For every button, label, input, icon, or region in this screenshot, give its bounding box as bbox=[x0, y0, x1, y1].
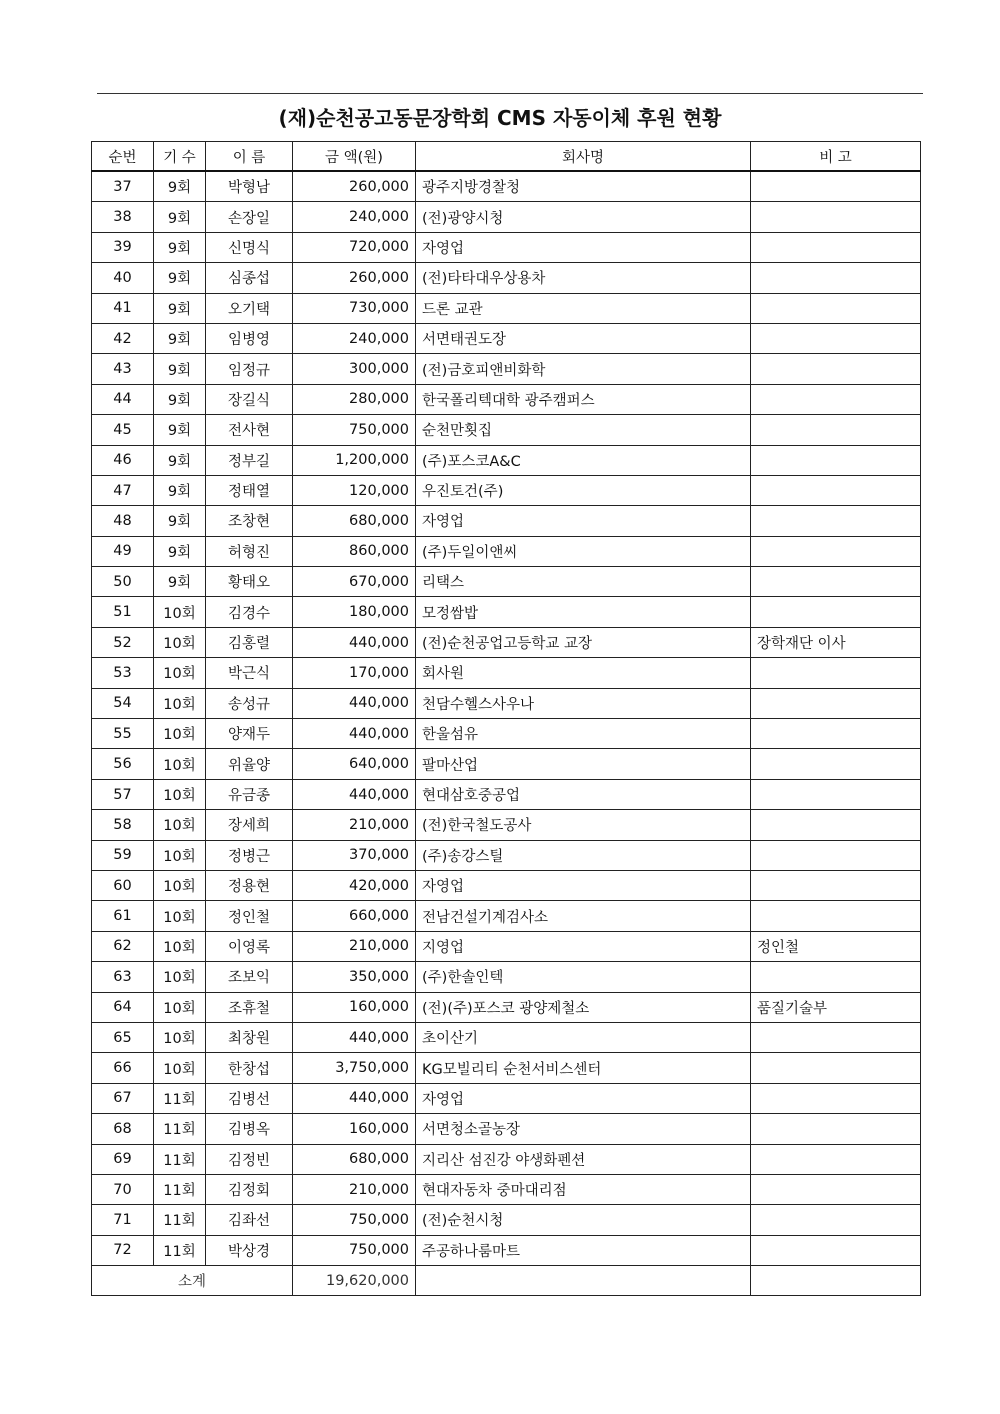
cell-amount: 660,000 bbox=[293, 901, 416, 931]
cell-note bbox=[751, 171, 921, 202]
cell-note bbox=[751, 901, 921, 931]
cell-amount: 440,000 bbox=[293, 779, 416, 809]
cell-company: 현대자동차 중마대리점 bbox=[416, 1174, 751, 1204]
cell-note bbox=[751, 536, 921, 566]
cell-note bbox=[751, 597, 921, 627]
cell-name: 박형남 bbox=[206, 171, 293, 202]
cell-name: 조보익 bbox=[206, 962, 293, 992]
cell-company: 회사원 bbox=[416, 658, 751, 688]
cell-company: KG모빌리티 순천서비스센터 bbox=[416, 1053, 751, 1083]
table-row bbox=[92, 506, 921, 536]
cell-note bbox=[751, 1144, 921, 1174]
cell-no: 42 bbox=[92, 323, 154, 353]
subtotal-company-empty bbox=[416, 1266, 751, 1296]
cell-company: 주공하나룸마트 bbox=[416, 1235, 751, 1265]
table-row bbox=[92, 1114, 921, 1144]
cell-no: 55 bbox=[92, 719, 154, 749]
cell-no: 53 bbox=[92, 658, 154, 688]
subtotal-note-empty bbox=[751, 1266, 921, 1296]
table-row bbox=[92, 415, 921, 445]
cell-amount: 280,000 bbox=[293, 384, 416, 414]
cell-name: 정용현 bbox=[206, 870, 293, 900]
cell-note bbox=[751, 1174, 921, 1204]
cell-name: 정인철 bbox=[206, 901, 293, 931]
cell-amount: 440,000 bbox=[293, 1083, 416, 1113]
cell-generation: 9회 bbox=[154, 232, 206, 262]
cell-name: 양재두 bbox=[206, 719, 293, 749]
cell-no: 62 bbox=[92, 931, 154, 961]
cell-generation: 9회 bbox=[154, 354, 206, 384]
cell-amount: 370,000 bbox=[293, 840, 416, 870]
cell-note bbox=[751, 293, 921, 323]
cell-amount: 240,000 bbox=[293, 202, 416, 232]
table-row bbox=[92, 992, 921, 1022]
cell-amount: 750,000 bbox=[293, 1235, 416, 1265]
cell-generation: 11회 bbox=[154, 1083, 206, 1113]
cell-amount: 750,000 bbox=[293, 415, 416, 445]
cell-generation: 9회 bbox=[154, 475, 206, 505]
cell-company: 광주지방경찰청 bbox=[416, 171, 751, 202]
cell-company: 우진토건(주) bbox=[416, 475, 751, 505]
cell-no: 39 bbox=[92, 232, 154, 262]
table-row bbox=[92, 1022, 921, 1052]
cell-note bbox=[751, 840, 921, 870]
table-row bbox=[92, 840, 921, 870]
table-row bbox=[92, 1144, 921, 1174]
cell-company: (전)순천공업고등학교 교장 bbox=[416, 627, 751, 657]
cell-no: 71 bbox=[92, 1205, 154, 1235]
cell-company: 자영업 bbox=[416, 506, 751, 536]
cell-generation: 10회 bbox=[154, 627, 206, 657]
cell-no: 64 bbox=[92, 992, 154, 1022]
cell-no: 57 bbox=[92, 779, 154, 809]
cell-company: 서면태권도장 bbox=[416, 323, 751, 353]
cell-name: 정태열 bbox=[206, 475, 293, 505]
cell-amount: 640,000 bbox=[293, 749, 416, 779]
cell-generation: 10회 bbox=[154, 658, 206, 688]
cell-generation: 9회 bbox=[154, 202, 206, 232]
cell-name: 정병근 bbox=[206, 840, 293, 870]
cell-generation: 10회 bbox=[154, 870, 206, 900]
cell-generation: 9회 bbox=[154, 445, 206, 475]
cell-name: 위율양 bbox=[206, 749, 293, 779]
cell-amount: 3,750,000 bbox=[293, 1053, 416, 1083]
cell-generation: 9회 bbox=[154, 323, 206, 353]
cell-amount: 720,000 bbox=[293, 232, 416, 262]
cell-no: 50 bbox=[92, 567, 154, 597]
cell-note bbox=[751, 354, 921, 384]
cell-note bbox=[751, 749, 921, 779]
cell-company: (전)순천시청 bbox=[416, 1205, 751, 1235]
cell-amount: 440,000 bbox=[293, 627, 416, 657]
cell-company: 리택스 bbox=[416, 567, 751, 597]
cell-company: 지영업 bbox=[416, 931, 751, 961]
table-row bbox=[92, 232, 921, 262]
table-row bbox=[92, 719, 921, 749]
table-row bbox=[92, 1053, 921, 1083]
cell-amount: 440,000 bbox=[293, 1022, 416, 1052]
cell-amount: 170,000 bbox=[293, 658, 416, 688]
cell-name: 임정규 bbox=[206, 354, 293, 384]
cell-generation: 10회 bbox=[154, 901, 206, 931]
cell-amount: 440,000 bbox=[293, 688, 416, 718]
cell-amount: 680,000 bbox=[293, 506, 416, 536]
cell-name: 김병선 bbox=[206, 1083, 293, 1113]
cell-name: 허형진 bbox=[206, 536, 293, 566]
header-no: 순번 bbox=[92, 142, 154, 172]
table-body bbox=[92, 171, 921, 1266]
cell-generation: 10회 bbox=[154, 779, 206, 809]
cell-note bbox=[751, 1114, 921, 1144]
cell-generation: 11회 bbox=[154, 1235, 206, 1265]
table-row bbox=[92, 293, 921, 323]
cell-note bbox=[751, 1022, 921, 1052]
cell-note bbox=[751, 506, 921, 536]
cell-note bbox=[751, 962, 921, 992]
cell-amount: 670,000 bbox=[293, 567, 416, 597]
cell-generation: 9회 bbox=[154, 171, 206, 202]
cell-amount: 350,000 bbox=[293, 962, 416, 992]
cell-note bbox=[751, 810, 921, 840]
cell-generation: 10회 bbox=[154, 840, 206, 870]
table-row bbox=[92, 1235, 921, 1265]
cell-name: 김좌선 bbox=[206, 1205, 293, 1235]
table-row bbox=[92, 1174, 921, 1204]
cell-generation: 10회 bbox=[154, 992, 206, 1022]
table-row bbox=[92, 688, 921, 718]
table-row bbox=[92, 536, 921, 566]
cell-name: 손장일 bbox=[206, 202, 293, 232]
cell-no: 61 bbox=[92, 901, 154, 931]
cell-amount: 860,000 bbox=[293, 536, 416, 566]
cell-company: 서면청소골농장 bbox=[416, 1114, 751, 1144]
table-row bbox=[92, 749, 921, 779]
cell-amount: 420,000 bbox=[293, 870, 416, 900]
header-company: 회사명 bbox=[416, 142, 751, 172]
cell-no: 66 bbox=[92, 1053, 154, 1083]
table-row bbox=[92, 627, 921, 657]
table-row bbox=[92, 658, 921, 688]
cell-no: 72 bbox=[92, 1235, 154, 1265]
table-row bbox=[92, 597, 921, 627]
header-note: 비 고 bbox=[751, 142, 921, 172]
cell-company: (전)한국철도공사 bbox=[416, 810, 751, 840]
cell-no: 41 bbox=[92, 293, 154, 323]
cell-no: 67 bbox=[92, 1083, 154, 1113]
cell-generation: 9회 bbox=[154, 415, 206, 445]
table-row bbox=[92, 263, 921, 293]
cell-amount: 260,000 bbox=[293, 171, 416, 202]
table-row bbox=[92, 810, 921, 840]
cell-amount: 260,000 bbox=[293, 263, 416, 293]
cell-name: 오기택 bbox=[206, 293, 293, 323]
cell-no: 63 bbox=[92, 962, 154, 992]
cell-note: 정인철 bbox=[751, 931, 921, 961]
cell-company: 자영업 bbox=[416, 232, 751, 262]
cell-note bbox=[751, 779, 921, 809]
cell-amount: 1,200,000 bbox=[293, 445, 416, 475]
cell-generation: 10회 bbox=[154, 719, 206, 749]
table-row bbox=[92, 567, 921, 597]
cell-generation: 10회 bbox=[154, 810, 206, 840]
cell-company: 전남건설기계검사소 bbox=[416, 901, 751, 931]
table-row bbox=[92, 323, 921, 353]
cell-generation: 10회 bbox=[154, 749, 206, 779]
cell-name: 김홍렬 bbox=[206, 627, 293, 657]
cell-name: 박근식 bbox=[206, 658, 293, 688]
cell-generation: 11회 bbox=[154, 1144, 206, 1174]
cell-name: 김정빈 bbox=[206, 1144, 293, 1174]
cell-company: 순천만횟집 bbox=[416, 415, 751, 445]
table-row bbox=[92, 202, 921, 232]
cell-no: 47 bbox=[92, 475, 154, 505]
cell-no: 45 bbox=[92, 415, 154, 445]
cell-note bbox=[751, 202, 921, 232]
header-amount: 금 액(원) bbox=[293, 142, 416, 172]
cell-name: 송성규 bbox=[206, 688, 293, 718]
cell-company: 한울섬유 bbox=[416, 719, 751, 749]
cell-name: 황태오 bbox=[206, 567, 293, 597]
cell-company: 현대삼호중공업 bbox=[416, 779, 751, 809]
sponsor-table bbox=[91, 141, 921, 1296]
top-rule bbox=[97, 93, 923, 94]
cell-generation: 11회 bbox=[154, 1174, 206, 1204]
cell-company: (전)금호피앤비화학 bbox=[416, 354, 751, 384]
cell-amount: 730,000 bbox=[293, 293, 416, 323]
cell-company: 지리산 섬진강 야생화펜션 bbox=[416, 1144, 751, 1174]
cell-no: 60 bbox=[92, 870, 154, 900]
cell-amount: 210,000 bbox=[293, 810, 416, 840]
cell-no: 70 bbox=[92, 1174, 154, 1204]
cell-amount: 180,000 bbox=[293, 597, 416, 627]
cell-no: 52 bbox=[92, 627, 154, 657]
cell-no: 54 bbox=[92, 688, 154, 718]
cell-note bbox=[751, 415, 921, 445]
cell-generation: 9회 bbox=[154, 506, 206, 536]
cell-amount: 210,000 bbox=[293, 931, 416, 961]
table-row bbox=[92, 1083, 921, 1113]
cell-generation: 9회 bbox=[154, 263, 206, 293]
table-row bbox=[92, 901, 921, 931]
cell-name: 신명식 bbox=[206, 232, 293, 262]
header-name: 이 름 bbox=[206, 142, 293, 172]
cell-no: 38 bbox=[92, 202, 154, 232]
cell-no: 51 bbox=[92, 597, 154, 627]
cell-no: 40 bbox=[92, 263, 154, 293]
cell-note: 장학재단 이사 bbox=[751, 627, 921, 657]
cell-company: (주)송강스틸 bbox=[416, 840, 751, 870]
cell-generation: 9회 bbox=[154, 536, 206, 566]
cell-no: 43 bbox=[92, 354, 154, 384]
cell-generation: 9회 bbox=[154, 384, 206, 414]
cell-name: 전사현 bbox=[206, 415, 293, 445]
cell-name: 유금종 bbox=[206, 779, 293, 809]
cell-name: 김경수 bbox=[206, 597, 293, 627]
table-row bbox=[92, 1205, 921, 1235]
cell-company: 팔마산업 bbox=[416, 749, 751, 779]
subtotal-row bbox=[92, 1266, 921, 1296]
cell-name: 이영록 bbox=[206, 931, 293, 961]
cell-name: 최창원 bbox=[206, 1022, 293, 1052]
cell-note bbox=[751, 323, 921, 353]
cell-no: 68 bbox=[92, 1114, 154, 1144]
cell-amount: 160,000 bbox=[293, 1114, 416, 1144]
subtotal-label: 소계 bbox=[92, 1266, 293, 1296]
cell-note bbox=[751, 475, 921, 505]
cell-company: (전)타타대우상용차 bbox=[416, 263, 751, 293]
cell-generation: 10회 bbox=[154, 1053, 206, 1083]
cell-name: 김병옥 bbox=[206, 1114, 293, 1144]
header-gen: 기 수 bbox=[154, 142, 206, 172]
table-row bbox=[92, 870, 921, 900]
table-row bbox=[92, 962, 921, 992]
cell-note bbox=[751, 1053, 921, 1083]
cell-generation: 9회 bbox=[154, 293, 206, 323]
cell-company: (주)두일이앤씨 bbox=[416, 536, 751, 566]
cell-amount: 160,000 bbox=[293, 992, 416, 1022]
cell-generation: 10회 bbox=[154, 597, 206, 627]
cell-amount: 440,000 bbox=[293, 719, 416, 749]
cell-note bbox=[751, 567, 921, 597]
cell-name: 심종섭 bbox=[206, 263, 293, 293]
cell-no: 58 bbox=[92, 810, 154, 840]
cell-company: 모정쌈밥 bbox=[416, 597, 751, 627]
table-row bbox=[92, 354, 921, 384]
cell-amount: 120,000 bbox=[293, 475, 416, 505]
cell-no: 37 bbox=[92, 171, 154, 202]
cell-note bbox=[751, 1205, 921, 1235]
cell-no: 44 bbox=[92, 384, 154, 414]
table-row bbox=[92, 445, 921, 475]
cell-note bbox=[751, 1235, 921, 1265]
cell-note bbox=[751, 688, 921, 718]
cell-amount: 210,000 bbox=[293, 1174, 416, 1204]
cell-generation: 11회 bbox=[154, 1114, 206, 1144]
cell-name: 정부길 bbox=[206, 445, 293, 475]
cell-generation: 10회 bbox=[154, 962, 206, 992]
cell-note bbox=[751, 232, 921, 262]
cell-amount: 750,000 bbox=[293, 1205, 416, 1235]
cell-generation: 11회 bbox=[154, 1205, 206, 1235]
cell-note: 품질기술부 bbox=[751, 992, 921, 1022]
cell-note bbox=[751, 1083, 921, 1113]
cell-generation: 9회 bbox=[154, 567, 206, 597]
cell-amount: 300,000 bbox=[293, 354, 416, 384]
table-row bbox=[92, 171, 921, 202]
cell-company: 천담수헬스사우나 bbox=[416, 688, 751, 718]
cell-no: 59 bbox=[92, 840, 154, 870]
cell-company: (전)광양시청 bbox=[416, 202, 751, 232]
cell-company: (전)(주)포스코 광양제철소 bbox=[416, 992, 751, 1022]
cell-company: 자영업 bbox=[416, 1083, 751, 1113]
cell-no: 56 bbox=[92, 749, 154, 779]
cell-name: 조휴철 bbox=[206, 992, 293, 1022]
cell-name: 임병영 bbox=[206, 323, 293, 353]
cell-name: 장세희 bbox=[206, 810, 293, 840]
table-row bbox=[92, 931, 921, 961]
table-row bbox=[92, 779, 921, 809]
cell-name: 장길식 bbox=[206, 384, 293, 414]
cell-no: 49 bbox=[92, 536, 154, 566]
cell-no: 65 bbox=[92, 1022, 154, 1052]
cell-note bbox=[751, 870, 921, 900]
document-title: (재)순천공고동문장학회 CMS 자동이체 후원 현황 bbox=[278, 106, 722, 130]
cell-company: (주)한솔인텍 bbox=[416, 962, 751, 992]
cell-company: 한국폴리텍대학 광주캠퍼스 bbox=[416, 384, 751, 414]
cell-generation: 10회 bbox=[154, 688, 206, 718]
cell-company: 자영업 bbox=[416, 870, 751, 900]
table-row bbox=[92, 475, 921, 505]
cell-name: 조창현 bbox=[206, 506, 293, 536]
cell-amount: 240,000 bbox=[293, 323, 416, 353]
cell-generation: 10회 bbox=[154, 1022, 206, 1052]
table-row bbox=[92, 384, 921, 414]
cell-note bbox=[751, 658, 921, 688]
cell-company: 드론 교관 bbox=[416, 293, 751, 323]
cell-name: 김정회 bbox=[206, 1174, 293, 1204]
cell-name: 한창섭 bbox=[206, 1053, 293, 1083]
cell-note bbox=[751, 719, 921, 749]
cell-name: 박상경 bbox=[206, 1235, 293, 1265]
cell-company: 초이산기 bbox=[416, 1022, 751, 1052]
subtotal-amount: 19,620,000 bbox=[293, 1266, 416, 1296]
cell-generation: 10회 bbox=[154, 931, 206, 961]
cell-amount: 680,000 bbox=[293, 1144, 416, 1174]
cell-no: 69 bbox=[92, 1144, 154, 1174]
cell-no: 46 bbox=[92, 445, 154, 475]
cell-note bbox=[751, 384, 921, 414]
cell-no: 48 bbox=[92, 506, 154, 536]
cell-company: (주)포스코A&C bbox=[416, 445, 751, 475]
cell-note bbox=[751, 263, 921, 293]
cell-note bbox=[751, 445, 921, 475]
table-header-row bbox=[92, 142, 921, 172]
